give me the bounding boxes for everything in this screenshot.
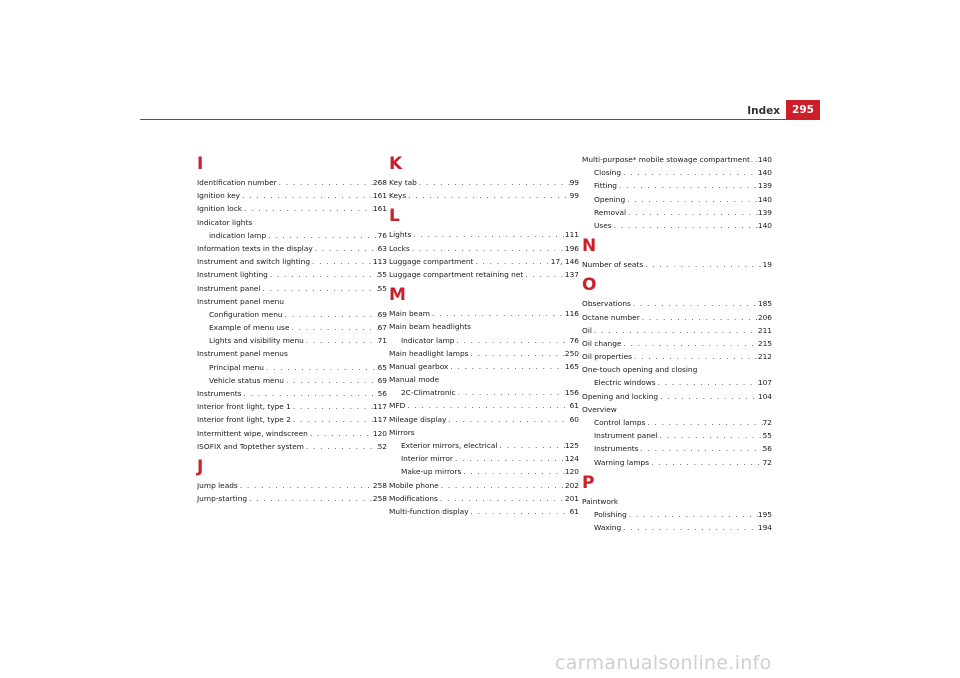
index-entry: Information texts in the display . . . 63 <box>197 242 387 255</box>
index-entry-heading: Overview <box>582 404 617 414</box>
index-entry-heading: Paintwork <box>582 496 619 506</box>
index-entry-heading: Indicator lights <box>197 217 253 227</box>
index-letter-heading: J <box>197 456 204 477</box>
index-subentry: Instrument panel . . . 55 <box>582 429 772 442</box>
index-entry-heading: Mirrors <box>389 427 415 437</box>
header-divider <box>140 119 820 120</box>
index-entry-heading: One-touch opening and closing <box>582 365 698 375</box>
index-entry: Octane number . . . 206 <box>582 311 772 324</box>
index-entry: Jump leads . . . 258 <box>197 479 387 492</box>
index-entry: Identification number . . . 268 <box>197 176 387 189</box>
index-entry: Lights . . . 111 <box>389 228 579 241</box>
index-entry: Main headlight lamps . . . 250 <box>389 347 579 360</box>
index-entry: Instrument panel . . . 55 <box>197 282 387 295</box>
index-column-2 <box>389 150 579 518</box>
index-entry: Oil . . . 211 <box>582 324 772 337</box>
index-subentry: Warning lamps . . . 72 <box>582 456 772 469</box>
index-subentry: Lights and visibility menu . . . 71 <box>197 334 387 347</box>
index-subentry: Indicator lamp . . . 76 <box>389 334 579 347</box>
index-entry: Opening and locking . . . 104 <box>582 390 772 403</box>
index-subentry: Closing . . . 140 <box>582 166 772 179</box>
index-entry-heading: Instrument panel menu <box>197 296 284 306</box>
index-subentry: Example of menu use . . . 67 <box>197 321 387 334</box>
index-letter-heading: P <box>582 472 595 493</box>
index-entry: Interior front light, type 2 . . . 117 <box>197 413 387 426</box>
index-entry: Luggage compartment . . . 17, 146 <box>389 255 579 268</box>
index-entry: Ignition key . . . 161 <box>197 189 387 202</box>
index-entry: Oil change . . . 215 <box>582 337 772 350</box>
index-subentry: Configuration menu . . . 69 <box>197 308 387 321</box>
watermark-text: carmanualsonline.info <box>555 652 772 674</box>
index-subentry: Control lamps . . . 72 <box>582 416 772 429</box>
index-entry: Multi-function display . . . 61 <box>389 505 579 518</box>
index-column-1 <box>197 150 387 505</box>
index-subentry: Waxing . . . 194 <box>582 521 772 534</box>
index-entry: Mileage display . . . 60 <box>389 413 579 426</box>
index-entry: Interior front light, type 1 . . . 117 <box>197 400 387 413</box>
index-subentry: Polishing . . . 195 <box>582 508 772 521</box>
index-subentry: Fitting . . . 139 <box>582 179 772 192</box>
index-entry: Ignition lock . . . 161 <box>197 202 387 215</box>
page-number-badge: 295 <box>786 100 820 120</box>
index-entry: Intermittent wipe, windscreen . . . 120 <box>197 427 387 440</box>
index-subentry: Vehicle status menu . . . 69 <box>197 374 387 387</box>
index-subentry: Removal . . . 139 <box>582 206 772 219</box>
index-entry-heading: Main beam headlights <box>389 322 471 332</box>
index-subentry: Interior mirror . . . 124 <box>389 452 579 465</box>
index-subentry: Make-up mirrors . . . 120 <box>389 465 579 478</box>
index-subentry: Electric windows . . . 107 <box>582 376 772 389</box>
index-letter-heading: K <box>389 154 403 174</box>
index-entry: Main beam . . . 116 <box>389 307 579 320</box>
index-entry: Manual gearbox . . . 165 <box>389 360 579 373</box>
index-entry: ISOFIX and Toptether system . . . 52 <box>197 440 387 453</box>
index-entry: Jump-starting . . . 258 <box>197 492 387 505</box>
index-subentry: Instruments . . . 56 <box>582 442 772 455</box>
index-letter-heading: M <box>389 285 406 306</box>
index-letter-heading: L <box>389 206 400 227</box>
index-entry: Number of seats . . . 19 <box>582 258 772 271</box>
index-entry: Key tab . . . 99 <box>389 176 579 189</box>
index-entry: Locks . . . 196 <box>389 242 579 255</box>
index-entry-heading: Manual mode <box>389 375 440 385</box>
index-entry: Keys . . . 99 <box>389 189 579 202</box>
index-subentry: Uses . . . 140 <box>582 219 772 232</box>
index-entry: MFD . . . 61 <box>389 399 579 412</box>
index-subentry: 2C-Climatronic . . . 156 <box>389 386 579 399</box>
index-entry: Modifications . . . 201 <box>389 492 579 505</box>
index-entry: Observations . . . 185 <box>582 297 772 310</box>
index-letter-heading: I <box>197 154 204 174</box>
index-subentry: Exterior mirrors, electrical . . . 125 <box>389 439 579 452</box>
index-subentry: Principal menu . . . 65 <box>197 361 387 374</box>
index-letter-heading: O <box>582 275 597 296</box>
index-entry: Luggage compartment retaining net . . . 137 <box>389 268 579 281</box>
index-subentry: Opening . . . 140 <box>582 193 772 206</box>
page-header-title: Index <box>747 105 780 117</box>
index-letter-heading: N <box>582 236 597 257</box>
index-entry: Oil properties . . . 212 <box>582 350 772 363</box>
index-column-3 <box>582 153 772 534</box>
index-entry: Instruments . . . 56 <box>197 387 387 400</box>
index-entry: Mobile phone . . . 202 <box>389 479 579 492</box>
index-entry: Multi-purpose* mobile stowage compartment . . . 140 <box>582 153 772 166</box>
index-entry: Instrument lighting . . . 55 <box>197 268 387 281</box>
index-entry: Instrument and switch lighting . . . 113 <box>197 255 387 268</box>
index-subentry: indication lamp . . . 76 <box>197 229 387 242</box>
index-entry-heading: Instrument panel menus <box>197 349 288 359</box>
